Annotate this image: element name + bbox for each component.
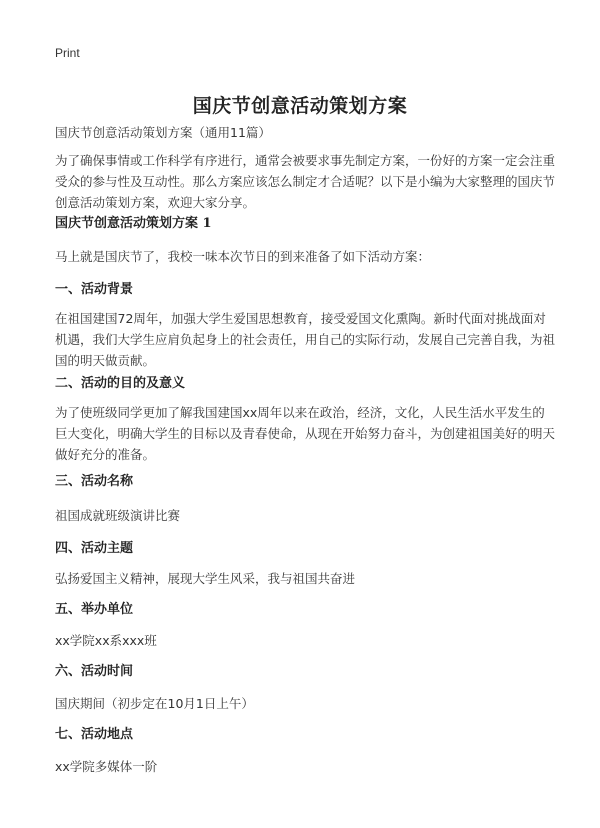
section-body-theme: 弘扬爱国主义精神，展现大学生风采，我与祖国共奋进 (55, 571, 356, 586)
section-heading-time: 六、活动时间 (55, 664, 134, 679)
section-body-location: xx学院多媒体一阶 (55, 759, 158, 774)
page-title: 国庆节创意活动策划方案 (192, 94, 408, 117)
section-heading-theme: 四、活动主题 (55, 541, 134, 556)
section-body-organizer: xx学院xx系xxx班 (55, 633, 157, 648)
print-link[interactable]: Print (55, 46, 80, 60)
opening-paragraph: 马上就是国庆节了，我校一味本次节日的到来准备了如下活动方案： (55, 249, 431, 264)
plan-heading: 国庆节创意活动策划方案 1 (55, 216, 212, 231)
section-heading-location: 七、活动地点 (55, 727, 134, 742)
section-body-name: 祖国成就班级演讲比赛 (55, 508, 181, 523)
section-heading-organizer: 五、举办单位 (55, 602, 134, 617)
section-heading-background: 一、活动背景 (55, 282, 134, 297)
section-body-time: 国庆期间（初步定在10月1日上午） (55, 696, 254, 711)
intro-paragraph: 为了确保事情或工作科学有序进行，通常会被要求事先制定方案，一份好的方案一定会注重受众的参与性及互动性。那么方案应该怎么制定才合适呢？以下是小编为大家整理的国庆节创意活动策划方案，欢迎大家分享。 (55, 153, 556, 210)
section-heading-name: 三、活动名称 (55, 474, 134, 489)
section-heading-purpose: 二、活动的目的及意义 (55, 376, 186, 391)
section-body-background: 在祖国建国72周年，加强大学生爱国思想教育，接受爱国文化熏陶。新时代面对挑战面对机遇，我们大学生应肩负起身上的社会责任，用自己的实际行动，发展自己完善自我，为祖国的明天做贡献。 (55, 311, 556, 368)
document-subtitle: 国庆节创意活动策划方案（通用11篇） (55, 125, 271, 140)
section-body-purpose: 为了使班级同学更加了解我国建国xx周年以来在政治，经济，文化，人民生活水平发生的巨大变化，明确大学生的目标以及青春使命，从现在开始努力奋斗，为创建祖国美好的明天做好充分的准备。 (55, 405, 556, 462)
